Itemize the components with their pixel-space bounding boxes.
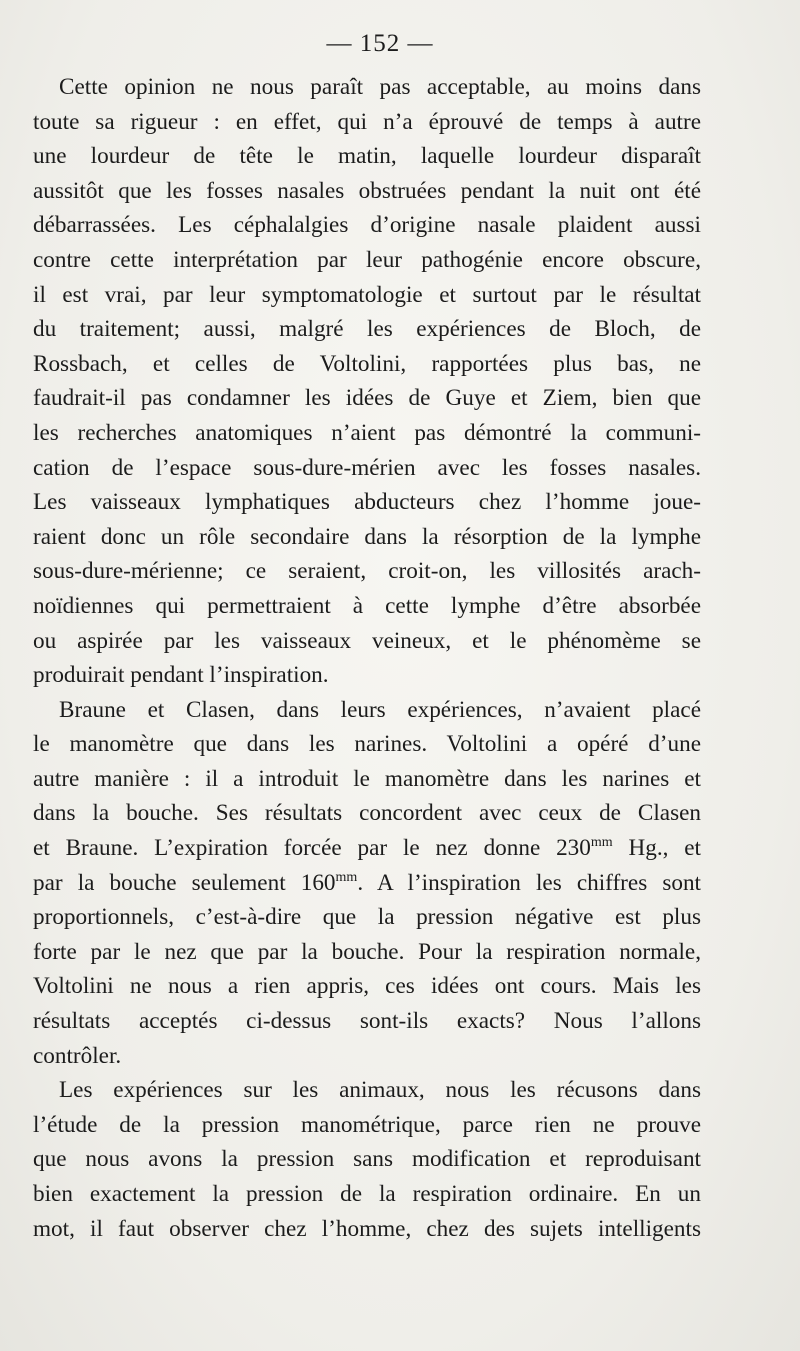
paragraph-3 — [33, 1073, 701, 1246]
text-line: les recherches anatomiques n’aient pas démontré la communi- — [33, 419, 701, 446]
text-line: produirait pendant l’inspiration. — [33, 662, 329, 689]
text-line: une lourdeur de tête le matin, laquelle lourdeur disparaît — [33, 143, 701, 170]
paragraph-1 — [33, 70, 701, 693]
text-segment: Hg., et — [612, 835, 701, 862]
text-line: que nous avons la pression sans modification et reproduisant — [33, 1146, 701, 1173]
text-line: autre manière : il a introduit le manomètre dans les narines et — [33, 765, 701, 792]
text-line: toute sa rigueur : en effet, qui n’a éprouvé de temps à autre — [33, 108, 701, 135]
text-line: Rossbach, et celles de Voltolini, rapportées plus bas, ne — [33, 350, 701, 377]
text-segment: et Braune. L’expiration forcée par le nez donne 230 — [33, 835, 591, 862]
text-line: du traitement; aussi, malgré les expériences de Bloch, de — [33, 316, 701, 343]
text-line: aussitôt que les fosses nasales obstruées pendant la nuit ont été — [33, 177, 701, 204]
text-line: Les vaisseaux lymphatiques abducteurs chez l’homme joue- — [33, 489, 701, 516]
text-line — [33, 866, 701, 901]
text-line: Braune et Clasen, dans leurs expériences, n’avaient placé — [59, 696, 701, 723]
text-line — [33, 831, 701, 866]
unit-superscript: mm — [590, 835, 613, 851]
text-segment: par la bouche seulement 160 — [33, 869, 336, 896]
text-line: ou aspirée par les vaisseaux veineux, et le phénomème se — [33, 627, 701, 654]
text-line: dans la bouche. Ses résultats concordent avec ceux de Clasen — [33, 800, 701, 827]
text-line: Voltolini ne nous a rien appris, ces idées ont cours. Mais les — [33, 973, 701, 1000]
unit-superscript: mm — [335, 869, 358, 885]
text-line: raient donc un rôle secondaire dans la résorption de la lymphe — [33, 523, 701, 550]
text-line: bien exactement la pression de la respiration ordinaire. En un — [33, 1181, 701, 1207]
text-line: noïdiennes qui permettraient à cette lymphe d’être absorbée — [33, 592, 701, 619]
text-line: mot, il faut observer chez l’homme, chez des sujets intelligents — [33, 1215, 701, 1242]
text-line: contrôler. — [33, 1042, 122, 1069]
paragraph-2 — [33, 693, 701, 1074]
text-line: débarrassées. Les céphalalgies d’origine nasale plaident aussi — [33, 212, 701, 239]
text-line: l’étude de la pression manométrique, parce rien ne prouve — [33, 1111, 701, 1138]
text-line: faudrait-il pas condamner les idées de Guye et Ziem, bien que — [33, 385, 701, 412]
text-segment: . A l’inspiration les chiffres sont — [357, 869, 701, 896]
body-text — [33, 70, 701, 1246]
text-line: proportionnels, c’est-à-dire que la pression négative est plus — [33, 904, 701, 931]
text-line: cation de l’espace sous-dure-mérien avec les fosses nasales. — [33, 454, 701, 481]
text-line: Cette opinion ne nous paraît pas acceptable, au moins dans — [59, 74, 701, 100]
text-line: Les expériences sur les animaux, nous les récusons dans — [59, 1077, 701, 1104]
text-line: contre cette interprétation par leur pathogénie encore obscure, — [33, 246, 701, 273]
text-line: forte par le nez que par la bouche. Pour la respiration normale, — [33, 938, 701, 965]
text-line: le manomètre que dans les narines. Voltolini a opéré d’une — [33, 731, 701, 758]
text-line: résultats acceptés ci-dessus sont-ils exacts? Nous l’allons — [33, 1008, 701, 1035]
page-number: — 152 — — [326, 30, 434, 57]
text-line: il est vrai, par leur symptomatologie et surtout par le résultat — [33, 281, 701, 308]
text-line: sous-dure-mérienne; ce seraient, croit-on, les villosités arach- — [33, 558, 701, 585]
